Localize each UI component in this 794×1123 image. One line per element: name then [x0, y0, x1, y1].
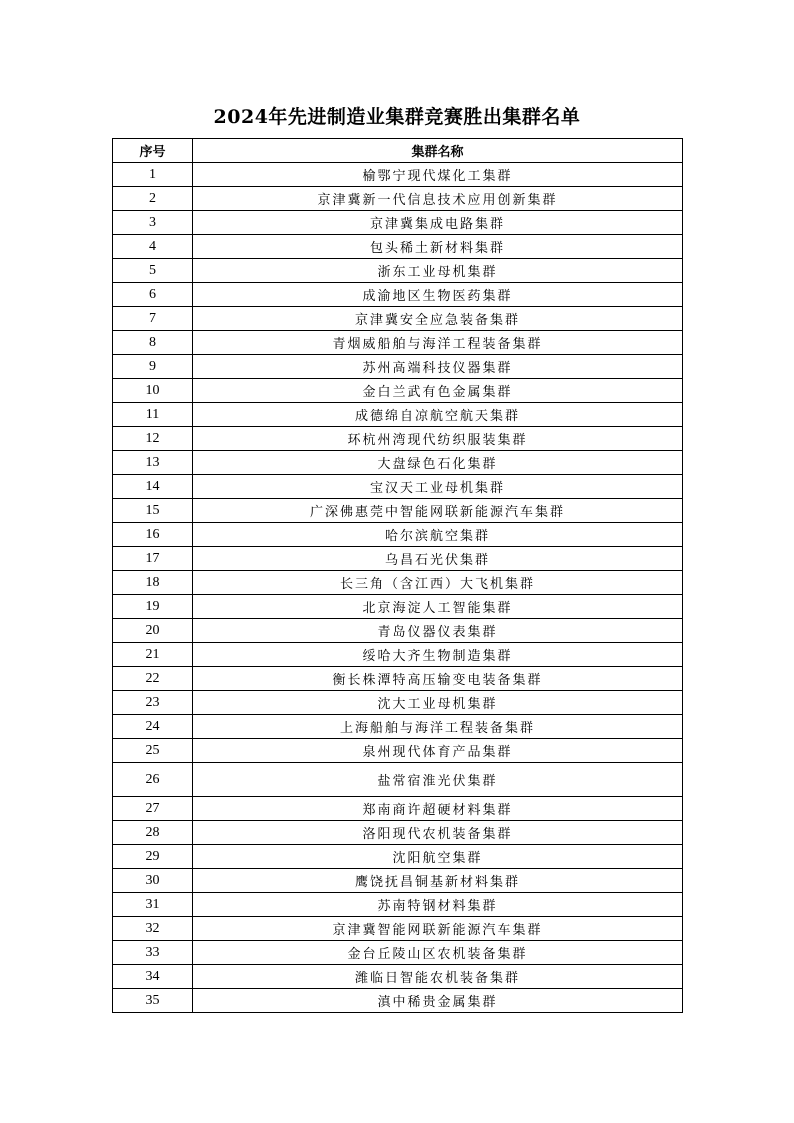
column-header-name: 集群名称	[193, 139, 683, 163]
cluster-name: 泉州现代体育产品集群	[193, 739, 683, 763]
cluster-name: 大盘绿色石化集群	[193, 451, 683, 475]
table-row	[113, 595, 683, 619]
row-number: 30	[113, 869, 193, 893]
row-number: 3	[113, 211, 193, 235]
table-row	[113, 235, 683, 259]
row-number: 19	[113, 595, 193, 619]
cluster-name: 潍临日智能农机装备集群	[193, 965, 683, 989]
cluster-table	[112, 138, 683, 1013]
cluster-name: 乌昌石光伏集群	[193, 547, 683, 571]
row-number: 24	[113, 715, 193, 739]
table-row	[113, 283, 683, 307]
row-number: 34	[113, 965, 193, 989]
table-row	[113, 965, 683, 989]
cluster-name: 成渝地区生物医药集群	[193, 283, 683, 307]
row-number: 25	[113, 739, 193, 763]
cluster-name: 鹰饶抚昌铜基新材料集群	[193, 869, 683, 893]
table-header-row	[113, 139, 683, 163]
row-number: 4	[113, 235, 193, 259]
row-number: 12	[113, 427, 193, 451]
table-row	[113, 941, 683, 965]
cluster-name: 长三角（含江西）大飞机集群	[193, 571, 683, 595]
cluster-name: 沈大工业母机集群	[193, 691, 683, 715]
cluster-name: 京津冀安全应急装备集群	[193, 307, 683, 331]
row-number: 2	[113, 187, 193, 211]
cluster-name: 金白兰武有色金属集群	[193, 379, 683, 403]
cluster-name: 宝汉天工业母机集群	[193, 475, 683, 499]
cluster-name: 广深佛惠莞中智能网联新能源汽车集群	[193, 499, 683, 523]
table-row	[113, 715, 683, 739]
cluster-name: 洛阳现代农机装备集群	[193, 821, 683, 845]
row-number: 20	[113, 619, 193, 643]
cluster-name: 衡长株潭特高压输变电装备集群	[193, 667, 683, 691]
cluster-name: 苏南特钢材料集群	[193, 893, 683, 917]
row-number: 14	[113, 475, 193, 499]
cluster-name: 青烟威船舶与海洋工程装备集群	[193, 331, 683, 355]
cluster-name: 京津冀新一代信息技术应用创新集群	[193, 187, 683, 211]
cluster-name: 榆鄂宁现代煤化工集群	[193, 163, 683, 187]
table-row	[113, 893, 683, 917]
table-row	[113, 547, 683, 571]
row-number: 9	[113, 355, 193, 379]
table-row	[113, 739, 683, 763]
table-row	[113, 307, 683, 331]
page-title: 2024年先进制造业集群竞赛胜出集群名单	[213, 106, 581, 128]
row-number: 23	[113, 691, 193, 715]
cluster-name: 盐常宿淮光伏集群	[193, 763, 683, 797]
row-number: 5	[113, 259, 193, 283]
cluster-name: 京津冀智能网联新能源汽车集群	[193, 917, 683, 941]
table-row	[113, 523, 683, 547]
cluster-name: 郑南商许超硬材料集群	[193, 797, 683, 821]
cluster-name: 成德绵自凉航空航天集群	[193, 403, 683, 427]
table-row	[113, 643, 683, 667]
column-header-number: 序号	[113, 139, 193, 163]
row-number: 15	[113, 499, 193, 523]
cluster-name: 上海船舶与海洋工程装备集群	[193, 715, 683, 739]
table-row	[113, 571, 683, 595]
row-number: 18	[113, 571, 193, 595]
table-row	[113, 259, 683, 283]
row-number: 33	[113, 941, 193, 965]
cluster-name: 环杭州湾现代纺织服装集群	[193, 427, 683, 451]
cluster-name: 包头稀土新材料集群	[193, 235, 683, 259]
row-number: 13	[113, 451, 193, 475]
table-row	[113, 821, 683, 845]
table-row	[113, 211, 683, 235]
table-row	[113, 797, 683, 821]
table-row	[113, 379, 683, 403]
cluster-name: 京津冀集成电路集群	[193, 211, 683, 235]
cluster-name: 北京海淀人工智能集群	[193, 595, 683, 619]
row-number: 26	[113, 763, 193, 797]
table-row	[113, 917, 683, 941]
row-number: 21	[113, 643, 193, 667]
cluster-name: 浙东工业母机集群	[193, 259, 683, 283]
row-number: 28	[113, 821, 193, 845]
table-row	[113, 869, 683, 893]
cluster-name: 沈阳航空集群	[193, 845, 683, 869]
table-row	[113, 163, 683, 187]
row-number: 27	[113, 797, 193, 821]
table-row	[113, 667, 683, 691]
table-row	[113, 355, 683, 379]
row-number: 29	[113, 845, 193, 869]
table-row	[113, 499, 683, 523]
row-number: 32	[113, 917, 193, 941]
cluster-name: 绥哈大齐生物制造集群	[193, 643, 683, 667]
cluster-name: 滇中稀贵金属集群	[193, 989, 683, 1013]
table-row	[113, 331, 683, 355]
row-number: 31	[113, 893, 193, 917]
table-row	[113, 187, 683, 211]
table-row	[113, 403, 683, 427]
cluster-name: 金台丘陵山区农机装备集群	[193, 941, 683, 965]
table-row	[113, 989, 683, 1013]
row-number: 1	[113, 163, 193, 187]
row-number: 16	[113, 523, 193, 547]
table-row	[113, 763, 683, 797]
table-row	[113, 475, 683, 499]
cluster-name: 苏州高端科技仪器集群	[193, 355, 683, 379]
row-number: 7	[113, 307, 193, 331]
cluster-name: 青岛仪器仪表集群	[193, 619, 683, 643]
row-number: 6	[113, 283, 193, 307]
table-row	[113, 427, 683, 451]
table-row	[113, 451, 683, 475]
table-row	[113, 691, 683, 715]
row-number: 22	[113, 667, 193, 691]
row-number: 35	[113, 989, 193, 1013]
row-number: 8	[113, 331, 193, 355]
row-number: 17	[113, 547, 193, 571]
row-number: 10	[113, 379, 193, 403]
table-row	[113, 845, 683, 869]
cluster-name: 哈尔滨航空集群	[193, 523, 683, 547]
row-number: 11	[113, 403, 193, 427]
table-row	[113, 619, 683, 643]
